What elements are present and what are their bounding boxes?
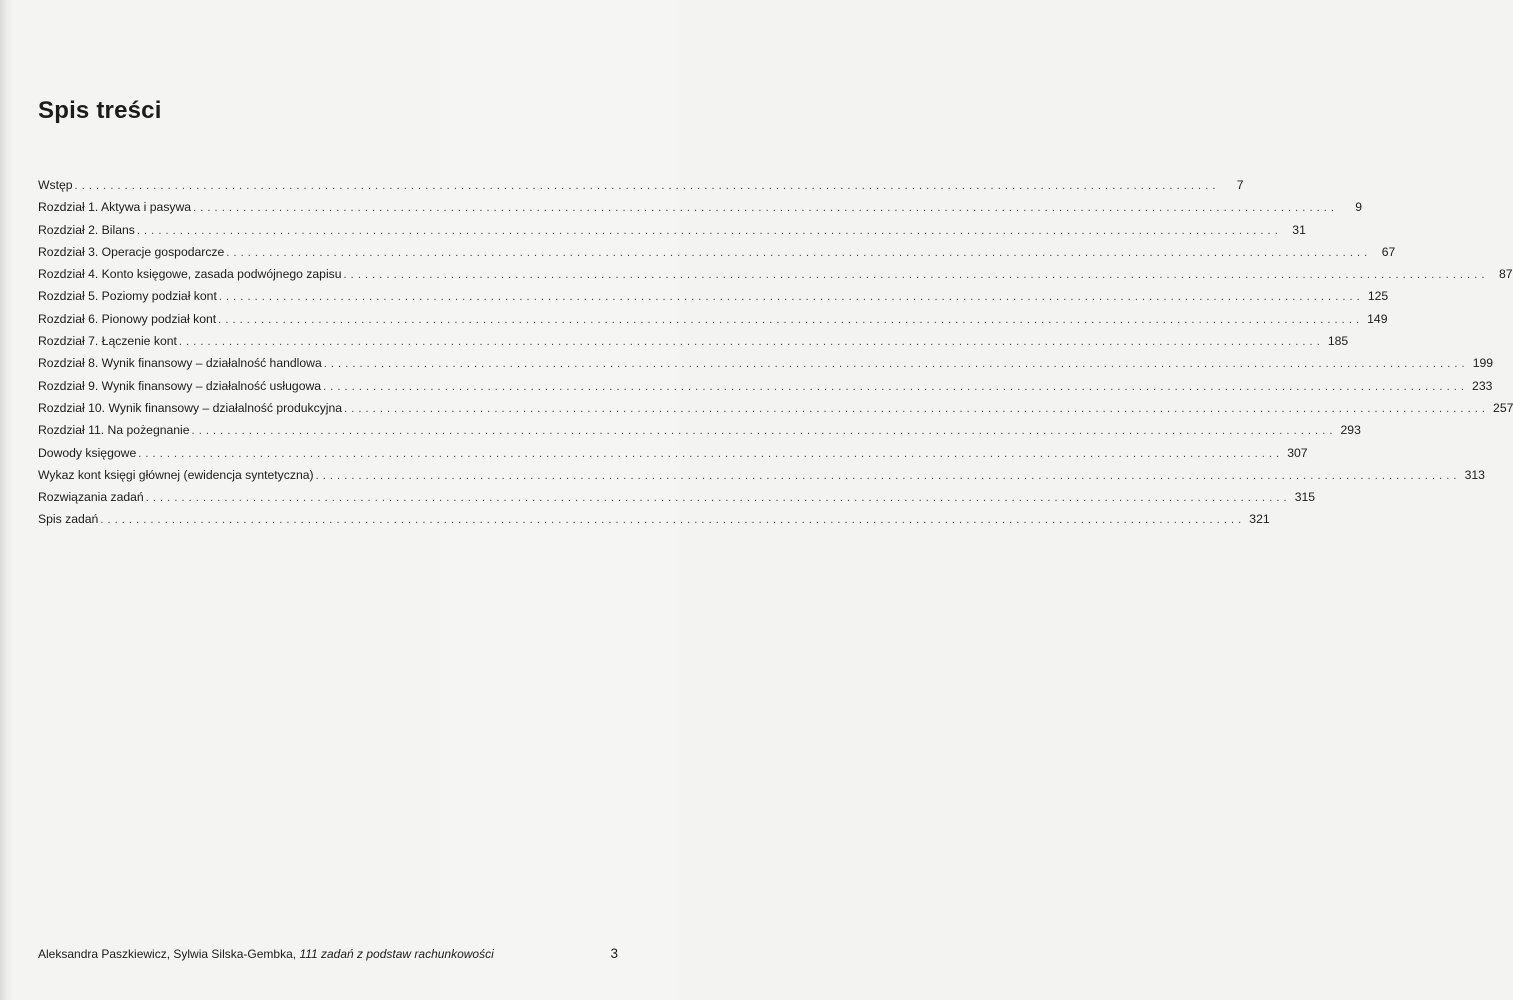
toc-entry	[38, 490, 1316, 512]
toc-entry-label: Rozdział 8. Wynik finansowy – działalność handlowa	[38, 356, 322, 371]
toc-leader-dots: ................................................................................................................................................................	[343, 269, 1489, 282]
toc-entry-label: Rozdział 5. Poziomy podział kont	[38, 289, 217, 304]
toc-entry-page: 67	[1381, 244, 1396, 259]
toc-leader-dots: ................................................................................................................................................................	[100, 514, 1246, 527]
toc-entry-page: 293	[1340, 423, 1361, 438]
footer-citation	[38, 947, 494, 961]
toc-entry-label: Rozdział 11. Na pożegnanie	[38, 423, 190, 438]
toc-entry-label: Rozwiązania zadań	[38, 490, 144, 505]
toc-leader-dots: ................................................................................................................................................................	[145, 492, 1291, 505]
toc-entry-label: Rozdział 3. Operacje gospodarcze	[38, 244, 225, 259]
toc-entry	[38, 512, 1270, 534]
toc-entry-page: 321	[1249, 512, 1270, 527]
toc-entry	[38, 311, 1388, 334]
toc-entry	[38, 200, 1363, 222]
toc-entry-page: 233	[1472, 378, 1493, 393]
toc-leader-dots: ................................................................................................................................................................	[218, 313, 1364, 326]
toc-entry-label: Rozdział 7. Łączenie kont	[38, 334, 177, 349]
toc-entry-page: 315	[1294, 490, 1316, 505]
toc-leader-dots: ................................................................................................................................................................	[193, 202, 1339, 215]
toc-leader-dots: ................................................................................................................................................................	[178, 336, 1324, 349]
toc-entry-label: Dowody księgowe	[38, 445, 137, 460]
toc-leader-dots: ................................................................................................................................................................	[323, 380, 1469, 393]
toc-leader-dots: ................................................................................................................................................................	[344, 402, 1490, 415]
toc-entry-label: Rozdział 4. Konto księgowe, zasada podwójnego zapisu	[38, 267, 342, 282]
footer-page-number: 3	[610, 946, 618, 961]
footer-book-title: 111 zadań z podstaw rachunkowości	[299, 947, 494, 961]
toc-entry-label: Rozdział 2. Bilans	[38, 222, 135, 237]
toc-entry	[38, 244, 1396, 267]
toc-entry-label: Rozdział 10. Wynik finansowy – działalność produkcyjna	[38, 400, 343, 415]
toc-entry-page: 7	[1236, 178, 1244, 192]
toc-leader-dots: ................................................................................................................................................................	[226, 246, 1372, 259]
toc-entry-label: Wykaz kont księgi głównej (ewidencja syntetyczna)	[38, 467, 314, 482]
toc-entry-page: 307	[1287, 445, 1308, 460]
toc-entry	[38, 334, 1349, 356]
toc-entry-page: 185	[1327, 334, 1349, 349]
toc-entry-page: 87	[1498, 267, 1513, 282]
toc-entry-label: Rozdział 6. Pionowy podział kont	[38, 311, 217, 326]
toc-entry	[38, 400, 1513, 423]
toc-leader-dots: ................................................................................................................................................................	[218, 291, 1364, 304]
toc-entry-page: 149	[1367, 311, 1388, 326]
toc-entry	[38, 267, 1513, 289]
page-footer	[38, 946, 618, 961]
toc-entry-label: Wstęp	[38, 178, 73, 192]
toc-entry	[38, 178, 1244, 200]
toc-entry-page: 199	[1472, 356, 1494, 371]
toc-entry	[38, 289, 1389, 311]
toc-entry-label: Rozdział 1. Aktywa i pasywa	[38, 200, 192, 215]
toc-entry	[38, 423, 1361, 445]
table-of-contents	[38, 178, 1513, 535]
toc-entry	[38, 467, 1485, 490]
toc-entry	[38, 445, 1308, 468]
toc-entry	[38, 222, 1306, 245]
toc-leader-dots: ................................................................................................................................................................	[138, 447, 1284, 460]
toc-leader-dots: ................................................................................................................................................................	[191, 425, 1337, 438]
page-title: Spis treści	[38, 97, 162, 124]
toc-entry-page: 9	[1355, 200, 1363, 215]
toc-entry-page: 31	[1292, 222, 1306, 237]
toc-entry-label: Rozdział 9. Wynik finansowy – działalność usługowa	[38, 378, 322, 393]
toc-leader-dots: ................................................................................................................................................................	[136, 224, 1282, 237]
toc-leader-dots: ................................................................................................................................................................	[323, 358, 1469, 371]
toc-entry-page: 125	[1367, 289, 1389, 304]
toc-leader-dots: ................................................................................................................................................................	[74, 180, 1220, 192]
toc-entry-label: Spis zadań	[38, 512, 99, 527]
toc-entry-page: 313	[1464, 467, 1485, 482]
toc-entry-page: 257	[1493, 400, 1513, 415]
footer-authors: Aleksandra Paszkiewicz, Sylwia Silska-Gembka,	[38, 947, 297, 961]
toc-entry	[38, 356, 1494, 378]
toc-entry	[38, 378, 1493, 401]
toc-leader-dots: ................................................................................................................................................................	[315, 469, 1461, 482]
